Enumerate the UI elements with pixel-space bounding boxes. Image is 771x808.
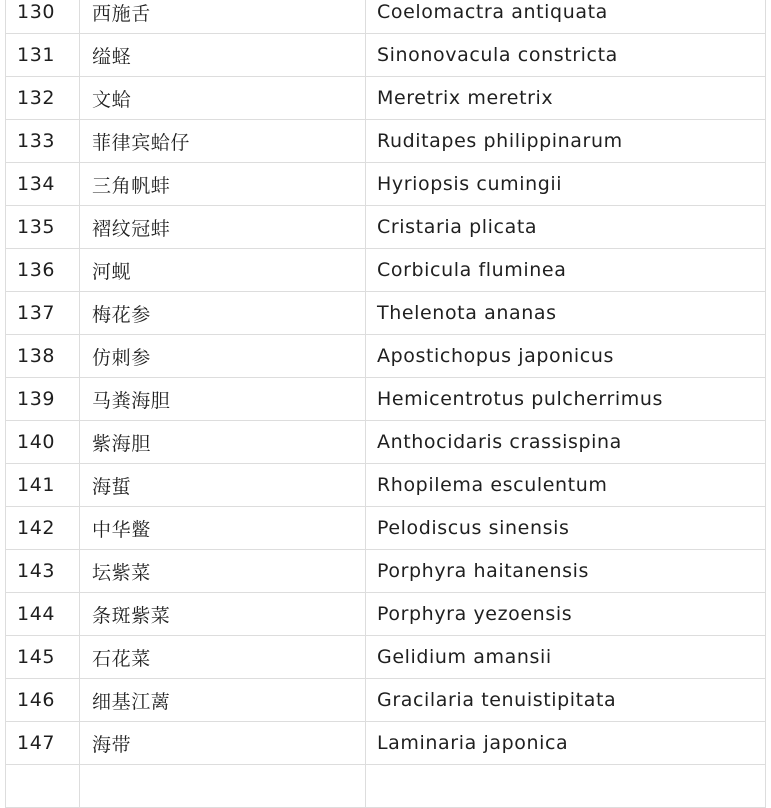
row-number: 140: [6, 421, 80, 464]
scientific-name: Thelenota ananas: [366, 292, 766, 335]
row-number: 144: [6, 593, 80, 636]
chinese-name: 海蜇: [80, 464, 366, 507]
table-row: [6, 550, 766, 593]
row-number: 147: [6, 722, 80, 765]
table-row: [6, 636, 766, 679]
scientific-name: Porphyra haitanensis: [366, 550, 766, 593]
row-number: 133: [6, 120, 80, 163]
chinese-name: 西施舌: [80, 0, 366, 34]
scientific-name: Anthocidaris crassispina: [366, 421, 766, 464]
chinese-name: 坛紫菜: [80, 550, 366, 593]
row-number: 136: [6, 249, 80, 292]
row-number: 138: [6, 335, 80, 378]
scientific-name: Corbicula fluminea: [366, 249, 766, 292]
table-row: [6, 77, 766, 120]
scientific-name: Meretrix meretrix: [366, 77, 766, 120]
scientific-name: Ruditapes philippinarum: [366, 120, 766, 163]
chinese-name: 褶纹冠蚌: [80, 206, 366, 249]
scientific-name: Laminaria japonica: [366, 722, 766, 765]
table-row: [6, 679, 766, 722]
species-table-body: [6, 0, 766, 808]
scientific-name: [366, 765, 766, 808]
scientific-name: Hemicentrotus pulcherrimus: [366, 378, 766, 421]
scientific-name: Coelomactra antiquata: [366, 0, 766, 34]
chinese-name: 缢蛏: [80, 34, 366, 77]
row-number: 141: [6, 464, 80, 507]
species-table: [5, 0, 766, 808]
table-row: [6, 0, 766, 34]
chinese-name: 马粪海胆: [80, 378, 366, 421]
row-number: 146: [6, 679, 80, 722]
chinese-name: 石花菜: [80, 636, 366, 679]
scientific-name: Cristaria plicata: [366, 206, 766, 249]
table-row: [6, 593, 766, 636]
chinese-name: 菲律宾蛤仔: [80, 120, 366, 163]
chinese-name: 细基江蓠: [80, 679, 366, 722]
chinese-name: 河蚬: [80, 249, 366, 292]
chinese-name: 海带: [80, 722, 366, 765]
row-number: 135: [6, 206, 80, 249]
table-row: [6, 206, 766, 249]
scientific-name: Hyriopsis cumingii: [366, 163, 766, 206]
table-row: [6, 722, 766, 765]
row-number: 131: [6, 34, 80, 77]
table-row: [6, 249, 766, 292]
chinese-name: 紫海胆: [80, 421, 366, 464]
table-row: [6, 34, 766, 77]
chinese-name: 梅花参: [80, 292, 366, 335]
scientific-name: Gracilaria tenuistipitata: [366, 679, 766, 722]
table-row: [6, 464, 766, 507]
scientific-name: Gelidium amansii: [366, 636, 766, 679]
row-number: 134: [6, 163, 80, 206]
row-number: 143: [6, 550, 80, 593]
chinese-name: 条斑紫菜: [80, 593, 366, 636]
row-number: 139: [6, 378, 80, 421]
scientific-name: Sinonovacula constricta: [366, 34, 766, 77]
row-number: 142: [6, 507, 80, 550]
chinese-name: 三角帆蚌: [80, 163, 366, 206]
table-row: [6, 120, 766, 163]
table-row: [6, 335, 766, 378]
table-row: [6, 163, 766, 206]
row-number: 137: [6, 292, 80, 335]
scientific-name: Apostichopus japonicus: [366, 335, 766, 378]
table-row: [6, 765, 766, 808]
chinese-name: 文蛤: [80, 77, 366, 120]
row-number: 145: [6, 636, 80, 679]
row-number: 132: [6, 77, 80, 120]
table-row: [6, 507, 766, 550]
chinese-name: [80, 765, 366, 808]
chinese-name: 中华鳖: [80, 507, 366, 550]
scientific-name: Rhopilema esculentum: [366, 464, 766, 507]
table-row: [6, 292, 766, 335]
chinese-name: 仿刺参: [80, 335, 366, 378]
table-row: [6, 378, 766, 421]
scientific-name: Pelodiscus sinensis: [366, 507, 766, 550]
table-row: [6, 421, 766, 464]
row-number: [6, 765, 80, 808]
scientific-name: Porphyra yezoensis: [366, 593, 766, 636]
row-number: 130: [6, 0, 80, 34]
